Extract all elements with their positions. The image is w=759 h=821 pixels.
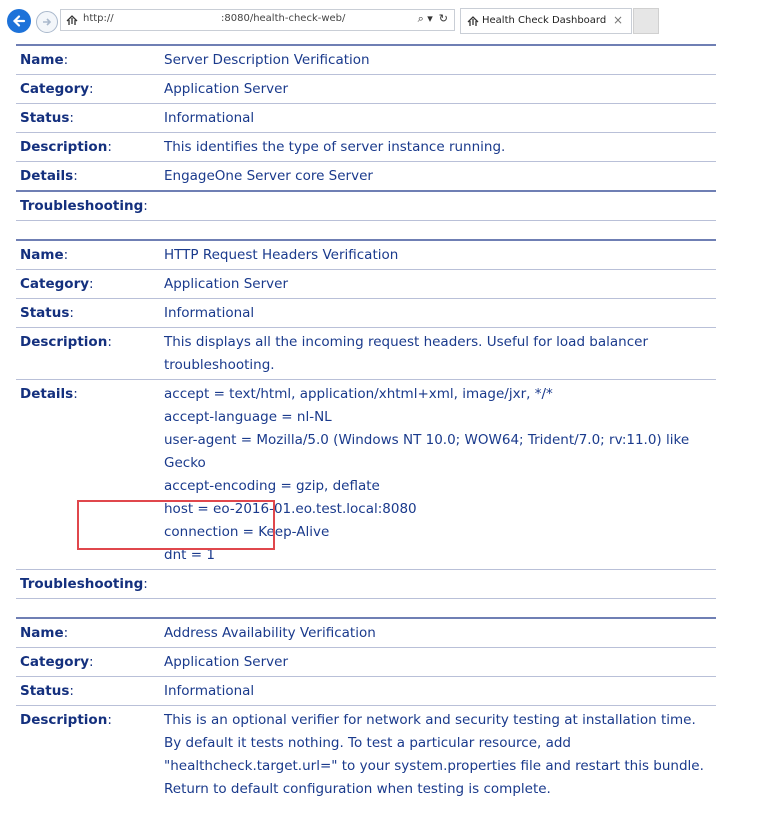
- details-label: Details:: [20, 168, 78, 184]
- row-category: [16, 648, 716, 677]
- name-value: HTTP Request Headers Verification: [164, 247, 399, 263]
- description-value: [164, 331, 716, 377]
- row-status: [16, 104, 716, 133]
- category-value: Application Server: [164, 276, 288, 292]
- name-value: Address Availability Verification: [164, 625, 376, 641]
- row-description: [16, 133, 716, 162]
- details-value: [164, 383, 716, 567]
- description-value: [164, 136, 716, 159]
- troubleshooting-label: Troubleshooting:: [20, 576, 148, 592]
- status-label: Status:: [20, 683, 74, 699]
- description-label: Description:: [20, 712, 112, 728]
- details-line: dnt = 1: [164, 547, 215, 563]
- details-line: user-agent = Mozilla/5.0 (Windows NT 10.0; WOW64; Trident/7.0; rv:11.0) like: [164, 432, 690, 448]
- details-line: accept-encoding = gzip, deflate: [164, 478, 380, 494]
- description-line: This displays all the incoming request headers. Useful for load balancer: [164, 334, 649, 350]
- description-line: By default it tests nothing. To test a particular resource, add: [164, 735, 571, 751]
- refresh-icon[interactable]: ↻: [438, 12, 448, 25]
- new-tab-button[interactable]: [633, 8, 659, 34]
- tab-health-check[interactable]: [460, 8, 632, 34]
- details-line: connection = Keep-Alive: [164, 524, 330, 540]
- site-favicon-icon: [466, 14, 480, 28]
- details-line: EngageOne Server core Server: [164, 168, 373, 184]
- name-value: Server Description Verification: [164, 52, 370, 68]
- details-line: Gecko: [164, 455, 206, 471]
- row-troubleshooting: [16, 192, 716, 221]
- troubleshooting-value: [164, 195, 716, 218]
- status-value: Informational: [164, 110, 255, 126]
- row-troubleshooting: [16, 570, 716, 599]
- details-label: Details:: [20, 386, 78, 402]
- description-value: [164, 709, 716, 801]
- name-label: Name:: [20, 52, 69, 68]
- address-protocol: http://: [83, 13, 114, 24]
- back-button[interactable]: [7, 9, 31, 33]
- address-bar[interactable]: [60, 9, 455, 31]
- troubleshooting-label: Troubleshooting:: [20, 198, 148, 214]
- details-value: [164, 165, 716, 188]
- description-label: Description:: [20, 334, 112, 350]
- description-label: Description:: [20, 139, 112, 155]
- description-line: Return to default configuration when testing is complete.: [164, 781, 551, 797]
- status-value: Informational: [164, 683, 255, 699]
- tab-title: Health Check Dashboard: [482, 15, 607, 26]
- row-status: [16, 299, 716, 328]
- health-check-list: [16, 44, 716, 821]
- address-host: :8080/health-check-web/: [221, 13, 346, 24]
- search-dropdown-icon[interactable]: ⌕ ▾: [417, 12, 433, 25]
- status-value: Informational: [164, 305, 255, 321]
- row-details: [16, 380, 716, 570]
- troubleshooting-value: [164, 573, 716, 596]
- row-status: [16, 677, 716, 706]
- row-description: [16, 706, 716, 803]
- browser-chrome: [0, 0, 759, 44]
- check-section: [16, 44, 716, 221]
- arrow-right-icon: [41, 16, 53, 28]
- row-description: [16, 328, 716, 380]
- category-label: Category:: [20, 276, 94, 292]
- status-label: Status:: [20, 305, 74, 321]
- name-label: Name:: [20, 247, 69, 263]
- category-value: Application Server: [164, 81, 288, 97]
- arrow-left-icon: [12, 14, 26, 28]
- check-section: [16, 239, 716, 599]
- category-value: Application Server: [164, 654, 288, 670]
- row-category: [16, 75, 716, 104]
- details-line: accept-language = nl-NL: [164, 409, 332, 425]
- site-favicon-icon: [65, 13, 79, 27]
- name-label: Name:: [20, 625, 69, 641]
- row-details: [16, 162, 716, 192]
- row-name: [16, 46, 716, 75]
- details-line: host = eo-2016-01.eo.test.local:8080: [164, 501, 417, 517]
- row-name: [16, 619, 716, 648]
- description-line: This identifies the type of server instance running.: [164, 139, 506, 155]
- description-line: This is an optional verifier for network and security testing at installation time.: [164, 712, 696, 728]
- forward-button[interactable]: [36, 11, 58, 33]
- row-category: [16, 270, 716, 299]
- status-label: Status:: [20, 110, 74, 126]
- close-tab-icon[interactable]: ×: [612, 13, 623, 27]
- details-line: accept = text/html, application/xhtml+xml, image/jxr, */*: [164, 386, 553, 402]
- check-section: [16, 617, 716, 803]
- category-label: Category:: [20, 81, 94, 97]
- address-tools: [418, 12, 448, 26]
- row-name: [16, 241, 716, 270]
- description-line: "healthcheck.target.url=" to your system.properties file and restart this bundle.: [164, 758, 704, 774]
- category-label: Category:: [20, 654, 94, 670]
- description-line: troubleshooting.: [164, 357, 275, 373]
